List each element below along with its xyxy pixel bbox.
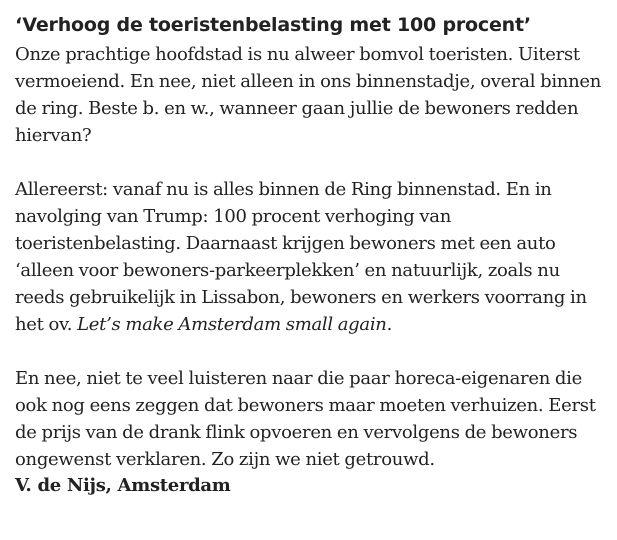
reader-letter (15, 12, 613, 499)
letter-paragraph-1: Onze prachtige hoofdstad is nu alweer bomvol toeristen. Uiterst vermoeiend. En nee, niet alleen in ons binnenstadje, overal binnen de ring. Beste b. en w., wanneer gaan jullie de bewoners redden hiervan? (15, 44, 602, 146)
letter-headline: ‘Verhoog de toeristenbelasting met 100 procent’ (15, 14, 531, 36)
paragraph-2-text: Allereerst: vanaf nu is alles binnen de Ring binnenstad. En in navolging van Trump: 100 procent verhoging van toeristenbelasting. Daarnaast krijgen bewoners met een auto ‘alleen voor bewoners-parkeerplekken’ en natuurlijk, zoals nu reeds gebruikelijk in Lissabon, bewoners en werkers voorrang in het ov. (15, 179, 587, 335)
letter-paragraph-3: En nee, niet te veel luisteren naar die paar horeca-eigenaren die ook nog eens zeggen dat bewoners maar moeten verhuizen. Eerst de prijs van de drank flink opvoeren en vervolgens de bewoners ongewenst verklaren. Zo zijn we niet getrouwd. (15, 368, 596, 470)
paragraph-2-end: . (386, 314, 392, 335)
letter-signature: V. de Nijs, Amsterdam (15, 475, 231, 496)
letter-paragraph-2 (15, 176, 613, 338)
paragraph-2-italic-slogan: Let’s make Amsterdam small again (77, 314, 387, 335)
